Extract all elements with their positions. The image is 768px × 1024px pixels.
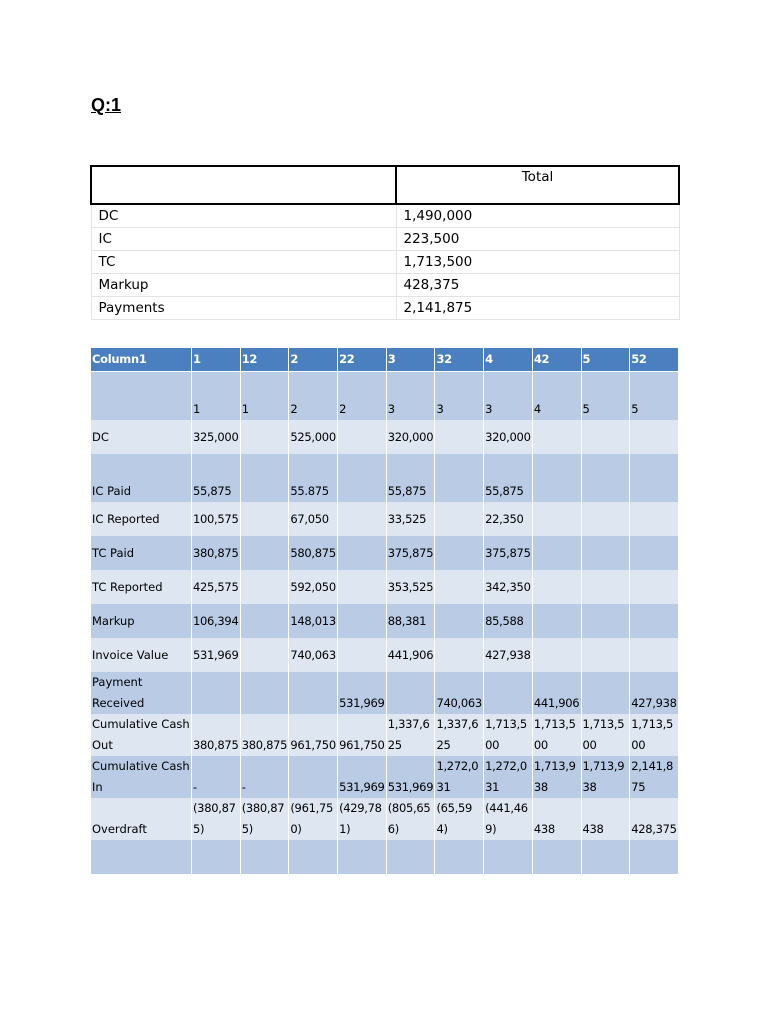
cash-cell: 1 <box>240 372 289 421</box>
cash-row <box>91 638 679 672</box>
cash-cell <box>240 454 289 502</box>
cash-cell <box>630 454 679 502</box>
cash-header-label: Column1 <box>91 348 192 372</box>
cash-cell <box>289 840 338 874</box>
cash-cell <box>581 536 630 570</box>
cash-cell <box>240 536 289 570</box>
cash-cell <box>435 420 484 454</box>
cash-cell <box>581 570 630 604</box>
summary-table <box>90 165 680 320</box>
summary-total: 1,490,000 <box>396 204 679 228</box>
summary-row-payments <box>91 297 679 320</box>
cash-cell: 55,875 <box>192 454 241 502</box>
cash-header-row <box>91 348 679 372</box>
cash-cell: 2 <box>338 372 387 421</box>
cash-cell: 427,938 <box>630 672 679 714</box>
cash-cell: 5 <box>581 372 630 421</box>
cash-cell: 1,337,625 <box>386 714 435 756</box>
cash-cell <box>338 420 387 454</box>
cash-cell <box>532 454 581 502</box>
cash-cell <box>630 570 679 604</box>
cash-cell <box>532 604 581 638</box>
cash-row <box>91 756 679 798</box>
cash-row-label: Cumulative Cash In <box>91 756 192 798</box>
cash-row <box>91 570 679 604</box>
cash-cell: (65,594) <box>435 798 484 840</box>
cash-cell: 320,000 <box>484 420 533 454</box>
cash-cell: 740,063 <box>289 638 338 672</box>
cash-row <box>91 798 679 840</box>
cash-cell <box>338 454 387 502</box>
cash-row-label: Overdraft <box>91 798 192 840</box>
cash-cell: 441,906 <box>532 672 581 714</box>
cash-cell: 67,050 <box>289 502 338 536</box>
summary-row-tc <box>91 251 679 274</box>
cash-cell <box>338 570 387 604</box>
cash-cell <box>532 840 581 874</box>
cash-header-cell: 3 <box>386 348 435 372</box>
cash-cell: 531,969 <box>192 638 241 672</box>
summary-header-blank <box>91 166 396 204</box>
cash-cell: 961,750 <box>289 714 338 756</box>
cash-cell: 33,525 <box>386 502 435 536</box>
cash-cell: 55,875 <box>484 454 533 502</box>
cash-row <box>91 502 679 536</box>
cash-cell <box>192 840 241 874</box>
cash-row-label <box>91 840 192 874</box>
cash-cell: 2 <box>289 372 338 421</box>
cash-cell <box>435 454 484 502</box>
cash-row <box>91 372 679 421</box>
cash-cell: 5 <box>630 372 679 421</box>
cash-row <box>91 454 679 502</box>
cash-cell: 2,141,875 <box>630 756 679 798</box>
cash-cell <box>581 638 630 672</box>
question-heading: Q:1 <box>91 95 122 115</box>
cash-cell <box>532 502 581 536</box>
cash-header-cell: 42 <box>532 348 581 372</box>
cash-row <box>91 420 679 454</box>
cash-cell: 342,350 <box>484 570 533 604</box>
cash-row-label: IC Paid <box>91 454 192 502</box>
cash-cell: 1,272,031 <box>435 756 484 798</box>
summary-row-dc <box>91 204 679 228</box>
cash-cell <box>532 638 581 672</box>
cash-cell <box>581 454 630 502</box>
summary-total: 2,141,875 <box>396 297 679 320</box>
cash-row-label: Invoice Value <box>91 638 192 672</box>
cash-cell: 1,713,500 <box>581 714 630 756</box>
cash-cell <box>386 672 435 714</box>
cash-cell: (380,875) <box>240 798 289 840</box>
cash-cell <box>240 672 289 714</box>
cash-row-label: DC <box>91 420 192 454</box>
cash-cell <box>630 502 679 536</box>
cash-cell: (380,875) <box>192 798 241 840</box>
summary-label: DC <box>91 204 396 228</box>
cash-cell <box>532 420 581 454</box>
cash-cell: (441,469) <box>484 798 533 840</box>
cash-cell: 3 <box>386 372 435 421</box>
cash-cell: 438 <box>581 798 630 840</box>
cash-cell: 1,272,031 <box>484 756 533 798</box>
cash-cell <box>484 840 533 874</box>
summary-row-markup <box>91 274 679 297</box>
cash-cell: 1 <box>192 372 241 421</box>
cash-row-label: IC Reported <box>91 502 192 536</box>
cash-cell <box>630 420 679 454</box>
cash-cell <box>630 638 679 672</box>
summary-label: IC <box>91 228 396 251</box>
cash-cell: 425,575 <box>192 570 241 604</box>
cash-cell <box>435 638 484 672</box>
cash-cell: 148,013 <box>289 604 338 638</box>
cash-cell: 428,375 <box>630 798 679 840</box>
cash-cell <box>240 570 289 604</box>
cash-cell: 375,875 <box>386 536 435 570</box>
cash-cell <box>435 570 484 604</box>
cash-row <box>91 604 679 638</box>
cash-cell: 3 <box>435 372 484 421</box>
cash-cell: 22,350 <box>484 502 533 536</box>
cash-cell: 380,875 <box>192 714 241 756</box>
cash-cell <box>240 638 289 672</box>
cash-row <box>91 536 679 570</box>
cash-header-cell: 12 <box>240 348 289 372</box>
cash-row-label: TC Reported <box>91 570 192 604</box>
cash-cell <box>484 672 533 714</box>
cash-cell <box>532 536 581 570</box>
cash-row <box>91 840 679 874</box>
cash-cell <box>435 536 484 570</box>
cash-cell <box>386 840 435 874</box>
cash-cell: (805,656) <box>386 798 435 840</box>
cash-cell <box>240 420 289 454</box>
summary-label: Markup <box>91 274 396 297</box>
cash-cell: 1,713,500 <box>630 714 679 756</box>
cash-header-cell: 2 <box>289 348 338 372</box>
cash-cell <box>581 840 630 874</box>
cash-header-cell: 4 <box>484 348 533 372</box>
cash-cell: (429,781) <box>338 798 387 840</box>
cash-cell <box>630 536 679 570</box>
cash-header-cell: 1 <box>192 348 241 372</box>
cash-cell: 525,000 <box>289 420 338 454</box>
cash-cell: 100,575 <box>192 502 241 536</box>
cash-cell <box>532 570 581 604</box>
cash-cell <box>630 604 679 638</box>
cash-cell: 375,875 <box>484 536 533 570</box>
cash-cell: 1,713,500 <box>532 714 581 756</box>
summary-total: 1,713,500 <box>396 251 679 274</box>
cash-row <box>91 714 679 756</box>
summary-total: 428,375 <box>396 274 679 297</box>
cash-cell: 55.875 <box>289 454 338 502</box>
cash-cell <box>581 420 630 454</box>
cash-cell <box>435 502 484 536</box>
cash-cell <box>435 604 484 638</box>
cash-header-cell: 32 <box>435 348 484 372</box>
cash-cell: 106,394 <box>192 604 241 638</box>
cash-cell: 441,906 <box>386 638 435 672</box>
cash-row-label <box>91 372 192 421</box>
cash-cell <box>289 756 338 798</box>
cash-cell: 325,000 <box>192 420 241 454</box>
cash-cell: (961,750) <box>289 798 338 840</box>
cash-cell <box>435 840 484 874</box>
cash-row-label: Cumulative Cash Out <box>91 714 192 756</box>
cash-row <box>91 672 679 714</box>
summary-total: 223,500 <box>396 228 679 251</box>
cash-cell: 55,875 <box>386 454 435 502</box>
cash-cell <box>338 536 387 570</box>
cash-cell: 961,750 <box>338 714 387 756</box>
cash-cell: 353,525 <box>386 570 435 604</box>
cash-cell: - <box>240 756 289 798</box>
cash-cell: 3 <box>484 372 533 421</box>
cash-cell: 380,875 <box>192 536 241 570</box>
cash-header-cell: 52 <box>630 348 679 372</box>
cash-header-cell: 5 <box>581 348 630 372</box>
cash-cell <box>240 502 289 536</box>
cash-cell: 740,063 <box>435 672 484 714</box>
cash-cell: 592,050 <box>289 570 338 604</box>
summary-label: TC <box>91 251 396 274</box>
summary-header-total: Total <box>396 166 679 204</box>
cash-cell: 580,875 <box>289 536 338 570</box>
cash-cell: 380,875 <box>240 714 289 756</box>
cash-cell <box>338 604 387 638</box>
cash-cell <box>338 840 387 874</box>
cash-cell <box>581 604 630 638</box>
cash-cell: 531,969 <box>386 756 435 798</box>
cash-cell: 88,381 <box>386 604 435 638</box>
cash-cell: 4 <box>532 372 581 421</box>
cash-row-label: Markup <box>91 604 192 638</box>
cash-cell: 531,969 <box>338 756 387 798</box>
cash-cell <box>192 672 241 714</box>
cash-cell <box>581 672 630 714</box>
cash-cell: 1,337,625 <box>435 714 484 756</box>
cash-cell: 1,713,500 <box>484 714 533 756</box>
cash-row-label: Payment Received <box>91 672 192 714</box>
cash-cell: 1,713,938 <box>532 756 581 798</box>
cash-cell <box>338 502 387 536</box>
cash-cell <box>581 502 630 536</box>
cash-cell: 1,713,938 <box>581 756 630 798</box>
cash-cell: 438 <box>532 798 581 840</box>
cash-cell <box>289 672 338 714</box>
cash-cell: 531,969 <box>338 672 387 714</box>
cash-cell <box>240 604 289 638</box>
cash-cell: 427,938 <box>484 638 533 672</box>
cash-cell: 320,000 <box>386 420 435 454</box>
cash-cell: - <box>192 756 241 798</box>
cash-cell <box>338 638 387 672</box>
cash-cell <box>630 840 679 874</box>
summary-row-ic <box>91 228 679 251</box>
cash-cell: 85,588 <box>484 604 533 638</box>
cash-header-cell: 22 <box>338 348 387 372</box>
cash-row-label: TC Paid <box>91 536 192 570</box>
summary-header-row <box>91 166 679 204</box>
cash-flow-table <box>90 348 679 874</box>
cash-cell <box>240 840 289 874</box>
cash-body <box>91 372 679 875</box>
summary-label: Payments <box>91 297 396 320</box>
